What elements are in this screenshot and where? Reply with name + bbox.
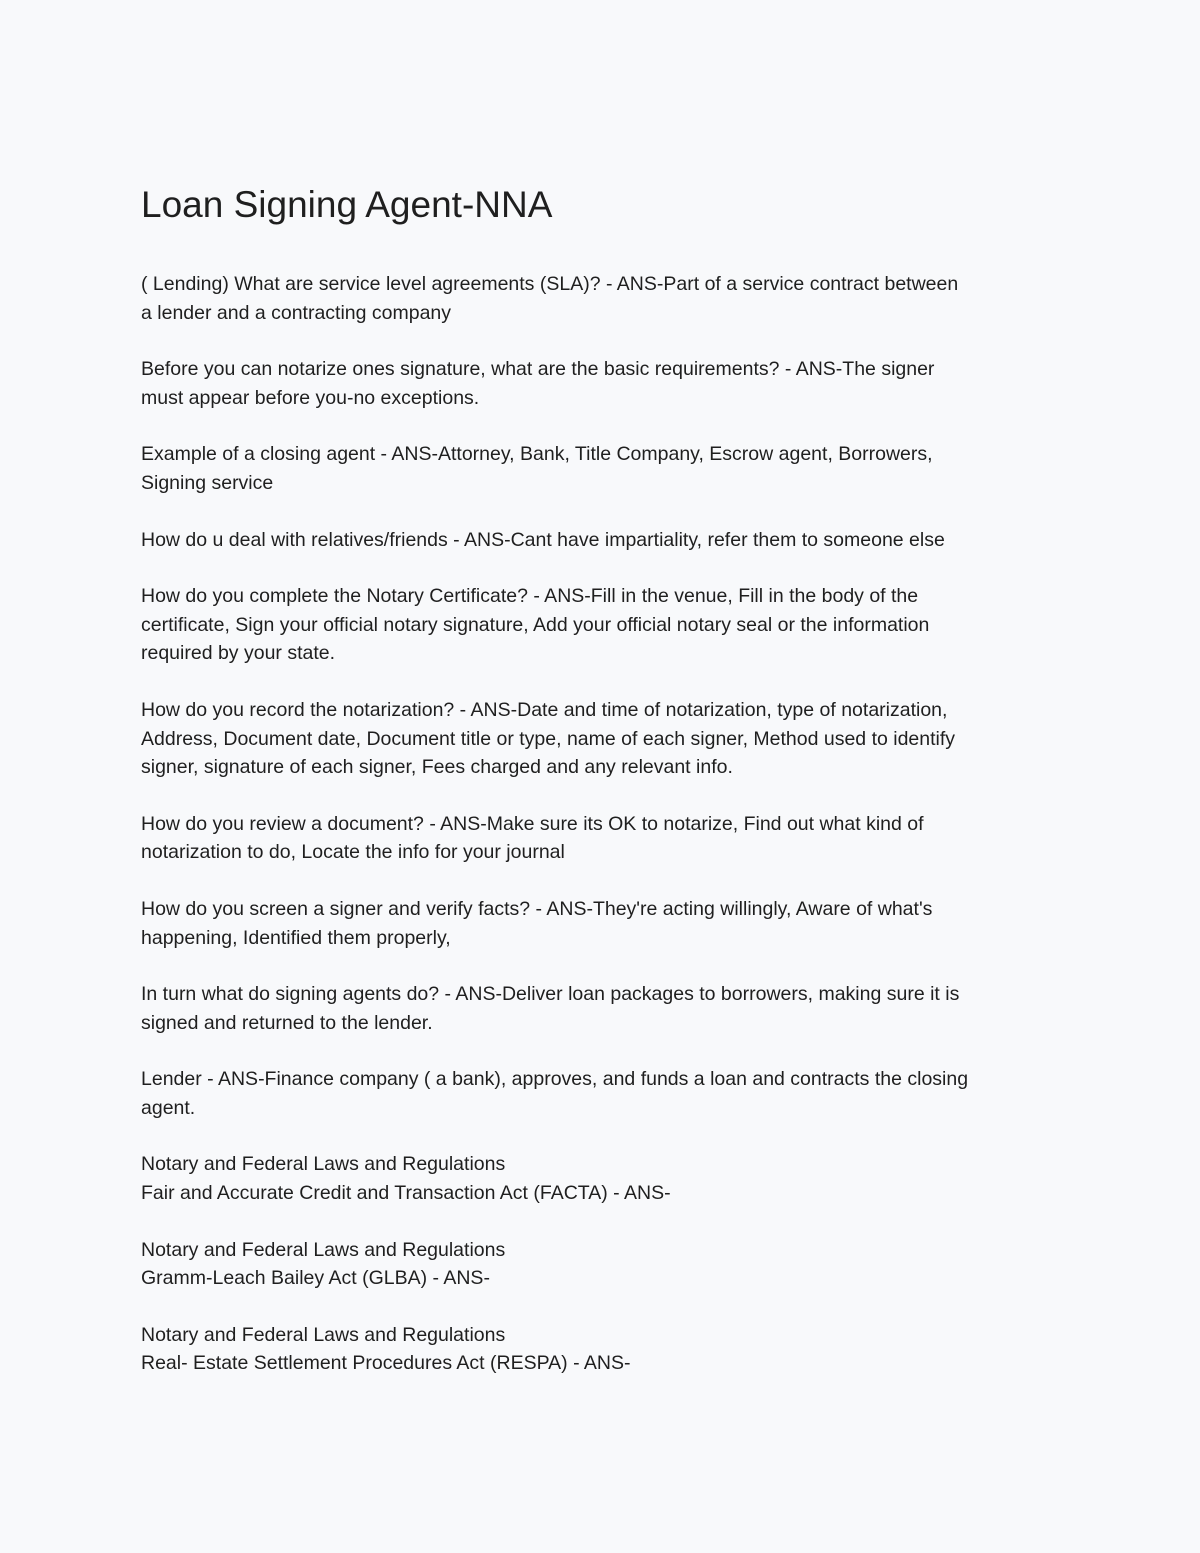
entry-line: Fair and Accurate Credit and Transaction Act (FACTA) - ANS-: [141, 1182, 671, 1205]
entry-line: certificate, Sign your official notary signature, Add your official notary seal or the information: [141, 613, 930, 636]
entry-line: How do you record the notarization? - ANS-Date and time of notarization, type of notarization,: [141, 698, 948, 721]
qa-entry-lender: [141, 1065, 1066, 1122]
qa-entry-glba: [141, 1236, 1066, 1293]
entry-line: Address, Document date, Document title or type, name of each signer, Method used to identify: [141, 727, 956, 750]
qa-entry-review-document: [141, 810, 1066, 867]
entry-line: signer, signature of each signer, Fees charged and any relevant info.: [141, 756, 733, 779]
qa-entry-facta: [141, 1150, 1066, 1207]
entry-line: In turn what do signing agents do? - ANS-Deliver loan packages to borrowers, making sure it is: [141, 983, 960, 1006]
entry-line: How do u deal with relatives/friends - ANS-Cant have impartiality, refer them to someone else: [141, 528, 945, 551]
entry-line: How do you screen a signer and verify facts? - ANS-They're acting willingly, Aware of what's: [141, 897, 933, 920]
entry-line: How do you review a document? - ANS-Make sure its OK to notarize, Find out what kind of: [141, 812, 924, 835]
qa-entry-basic-requirements: [141, 355, 1066, 412]
qa-entry-record-notarization: [141, 696, 1066, 782]
entry-line: How do you complete the Notary Certificate? - ANS-Fill in the venue, Fill in the body of the: [141, 585, 919, 608]
entry-line: signed and returned to the lender.: [141, 1011, 433, 1034]
entry-line: Real- Estate Settlement Procedures Act (RESPA) - ANS-: [141, 1352, 631, 1375]
entry-line: Example of a closing agent - ANS-Attorney, Bank, Title Company, Escrow agent, Borrowers,: [141, 443, 933, 466]
entry-line: Notary and Federal Laws and Regulations: [141, 1323, 506, 1346]
qa-entry-screen-signer: [141, 895, 1066, 952]
entry-line: Notary and Federal Laws and Regulations: [141, 1153, 506, 1176]
qa-entry-sla: [141, 270, 1066, 327]
qa-entry-notary-certificate: [141, 582, 1066, 668]
entry-line: Signing service: [141, 471, 274, 494]
entry-line: Notary and Federal Laws and Regulations: [141, 1238, 506, 1261]
entry-line: happening, Identified them properly,: [141, 926, 451, 949]
qa-entry-signing-agents: [141, 980, 1066, 1037]
entry-line: agent.: [141, 1096, 196, 1119]
entry-line: notarization to do, Locate the info for your journal: [141, 841, 565, 864]
entry-line: Lender - ANS-Finance company ( a bank), approves, and funds a loan and contracts the closing: [141, 1068, 969, 1091]
qa-entries: [141, 270, 1066, 1406]
entry-line: required by your state.: [141, 642, 336, 665]
entry-line: a lender and a contracting company: [141, 301, 452, 324]
entry-line: must appear before you-no exceptions.: [141, 386, 480, 409]
page-title: Loan Signing Agent-NNA: [141, 184, 553, 225]
entry-line: ( Lending) What are service level agreements (SLA)? - ANS-Part of a service contract between: [141, 273, 959, 295]
qa-entry-closing-agent: [141, 440, 1066, 497]
entry-line: Before you can notarize ones signature, what are the basic requirements? - ANS-The signer: [141, 358, 935, 381]
entry-line: Gramm-Leach Bailey Act (GLBA) - ANS-: [141, 1267, 490, 1290]
qa-entry-respa: [141, 1321, 1066, 1378]
qa-entry-relatives-friends: [141, 526, 1066, 555]
